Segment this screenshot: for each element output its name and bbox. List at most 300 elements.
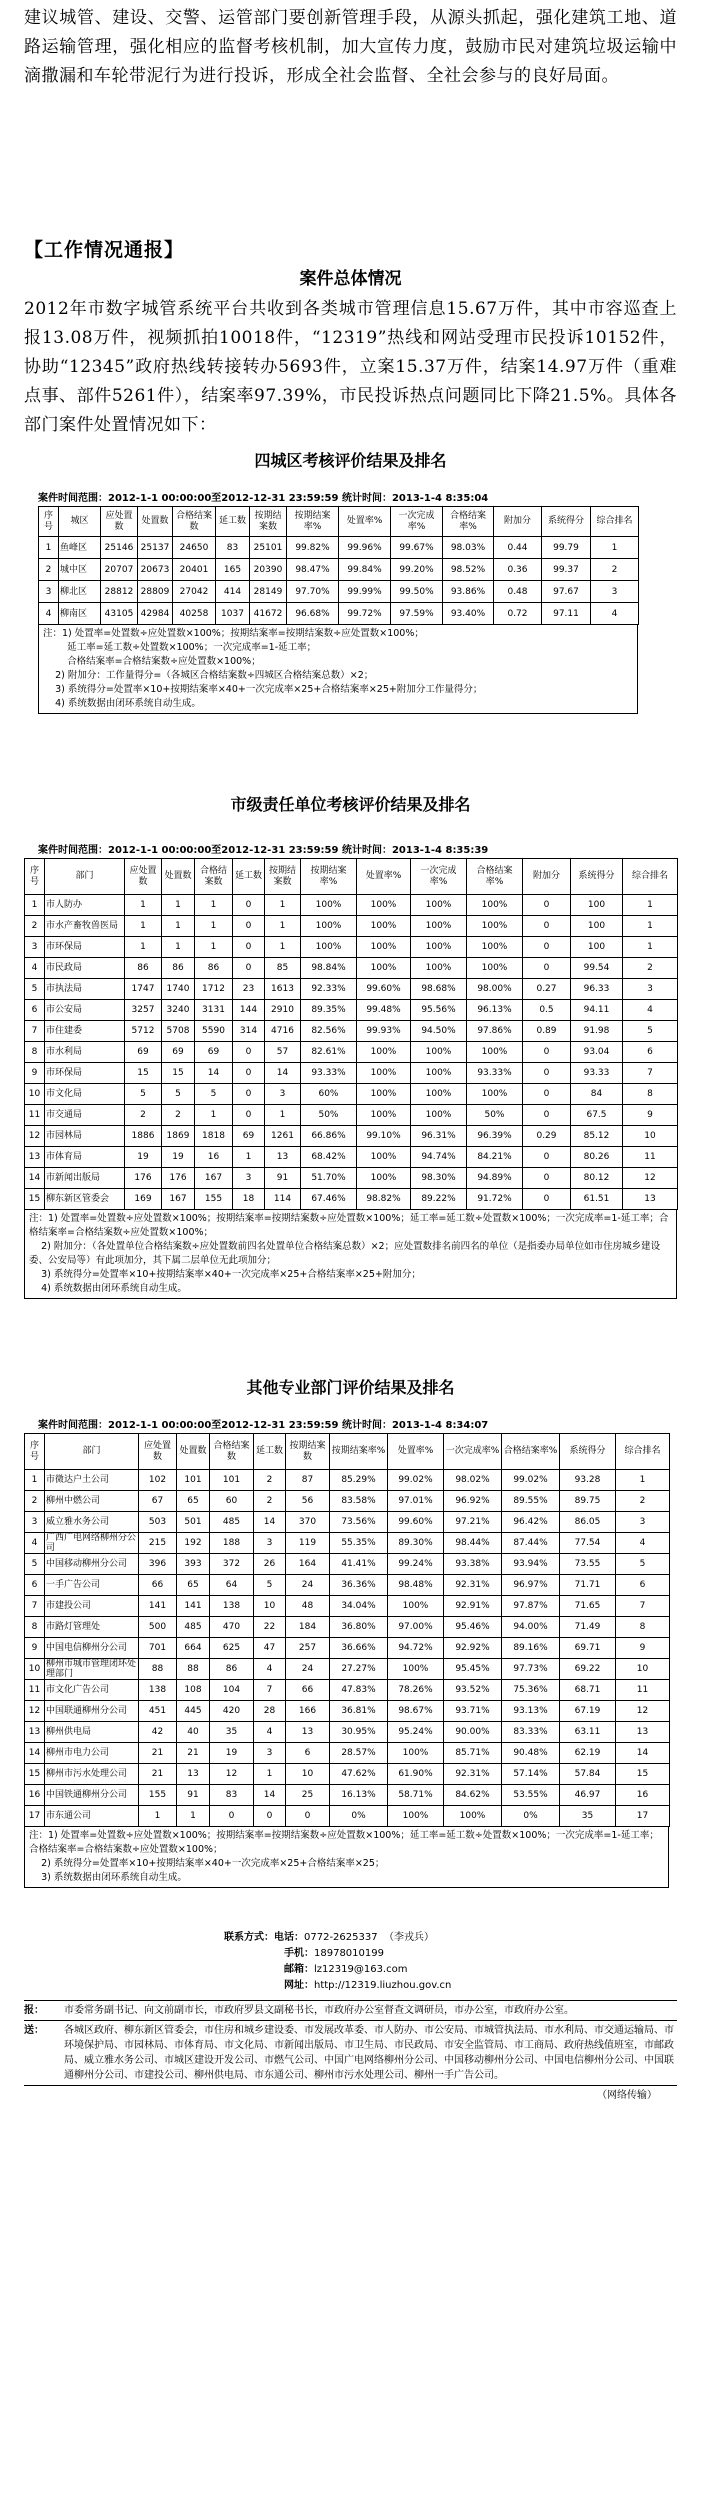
table3-cell: 7 — [25, 1596, 45, 1617]
table2-cell: 50% — [467, 1105, 523, 1126]
table2-cell: 100% — [411, 958, 467, 979]
table1-note-line: 4) 系统数据由闭环系统自动生成。 — [43, 698, 201, 709]
table3-cell: 87 — [286, 1470, 330, 1491]
table2-cell: 0 — [233, 937, 265, 958]
table3-cell: 119 — [286, 1533, 330, 1554]
table2-cell: 0.5 — [523, 1000, 571, 1021]
table3-cell: 501 — [177, 1512, 210, 1533]
table2-cell: 0 — [523, 1042, 571, 1063]
table1-meta: 案件时间范围：2012-1-1 00:00:00至2012-12-31 23:59:59 统计时间：2013-1-4 8:35:04 — [38, 493, 489, 504]
table2-cell: 69 — [162, 1042, 195, 1063]
table3-cell: 98.44% — [444, 1533, 502, 1554]
mobile-label: 手机： — [284, 1948, 314, 1959]
table2-cell: 80.12 — [571, 1168, 623, 1189]
table1-cell: 97.70% — [287, 581, 339, 603]
table2-cell: 1 — [195, 937, 233, 958]
table3-cell: 85.71% — [444, 1743, 502, 1764]
table3-cell: 47 — [254, 1638, 286, 1659]
table2-cell: 94.11 — [571, 1000, 623, 1021]
table2-cell: 100% — [411, 1105, 467, 1126]
table2-cell: 100% — [301, 937, 357, 958]
table1-cell: 28149 — [250, 581, 287, 603]
table2-cell: 98.00% — [467, 979, 523, 1000]
table3-cell: 89.30% — [388, 1533, 444, 1554]
table1-header-cell: 附加分 — [494, 507, 542, 537]
table1-cell: 0.44 — [494, 537, 542, 559]
table1-cell: 1 — [39, 537, 59, 559]
table2-cell: 0 — [233, 916, 265, 937]
table2-cell: 市水产畜牧兽医局 — [45, 916, 125, 937]
table3-cell: 88 — [177, 1659, 210, 1680]
table2-cell: 93.33% — [301, 1063, 357, 1084]
table1-cell: 28812 — [101, 581, 138, 603]
table2-cell: 100% — [467, 1084, 523, 1105]
table3-cell: 141 — [139, 1596, 177, 1617]
table3-cell: 13 — [177, 1764, 210, 1785]
table1-cell: 93.86% — [443, 581, 494, 603]
intro-paragraph: 建议城管、建设、交警、运管部门要创新管理手段，从源头抓起，强化建筑工地、道路运输管理，强化相应的监督考核机制，加大宣传力度，鼓励市民对建筑垃圾运输中滴撒漏和车轮带泥行为进行投诉，形成全社会监督、全社会参与的良好局面。 — [24, 8, 677, 86]
table3-cell: 67.19 — [560, 1701, 616, 1722]
table3-title: 其他专业部门评价结果及排名 — [246, 1378, 455, 1397]
table2-cell: 0 — [233, 1105, 265, 1126]
table1-cell: 28809 — [138, 581, 173, 603]
table3-cell: 22 — [254, 1617, 286, 1638]
table2-cell: 6 — [25, 1000, 45, 1021]
table3-cell: 6 — [286, 1743, 330, 1764]
table3-cell: 41.41% — [330, 1554, 388, 1575]
table2-cell: 12 — [25, 1126, 45, 1147]
table3-cell: 60 — [210, 1491, 254, 1512]
table3-header-cell: 处置率% — [388, 1434, 444, 1470]
table1-cell: 0.72 — [494, 603, 542, 625]
table2-cell: 11 — [623, 1147, 678, 1168]
table2-cell: 100% — [411, 937, 467, 958]
table3-cell: 27.27% — [330, 1659, 388, 1680]
table2-cell: 67.5 — [571, 1105, 623, 1126]
table1-cell: 99.37 — [542, 559, 591, 581]
mobile-number: 18978010199 — [314, 1948, 384, 1959]
table3-row — [25, 1491, 670, 1512]
table1-cell: 98.52% — [443, 559, 494, 581]
table3-cell: 99.60% — [388, 1512, 444, 1533]
table2-cell: 100% — [411, 1063, 467, 1084]
table3-cell: 5 — [616, 1554, 670, 1575]
table3-cell: 40 — [177, 1722, 210, 1743]
table2-cell: 1 — [125, 916, 162, 937]
table2-cell: 100 — [571, 895, 623, 916]
table2-cell: 1 — [162, 916, 195, 937]
table3-cell: 55.35% — [330, 1533, 388, 1554]
table1-cell: 0.48 — [494, 581, 542, 603]
table3-cell: 372 — [210, 1554, 254, 1575]
table2-cell: 0.29 — [523, 1126, 571, 1147]
table3-cell: 96.92% — [444, 1491, 502, 1512]
table1-header-cell: 延工数 — [216, 507, 250, 537]
table2-row — [25, 937, 678, 958]
table3-cell: 11 — [616, 1680, 670, 1701]
table3-cell: 100% — [388, 1596, 444, 1617]
table3-cell: 71.71 — [560, 1575, 616, 1596]
table1-cell: 93.40% — [443, 603, 494, 625]
table2-cell: 100% — [411, 1084, 467, 1105]
table3-row — [25, 1785, 670, 1806]
table2-cell: 7 — [25, 1021, 45, 1042]
table3-cell: 88 — [139, 1659, 177, 1680]
table3-cell: 17 — [25, 1806, 45, 1827]
table3-cell: 3 — [616, 1512, 670, 1533]
table3-header-cell: 一次完成率% — [444, 1434, 502, 1470]
table2-cell: 0 — [233, 895, 265, 916]
table2-cell: 96.13% — [467, 1000, 523, 1021]
table3-cell: 广西广电网络柳州分公司 — [45, 1533, 139, 1554]
table2-cell: 1818 — [195, 1126, 233, 1147]
table3-cell: 83.58% — [330, 1491, 388, 1512]
phone-number: 0772-2625337 — [304, 1932, 378, 1943]
table3-cell: 97.73% — [502, 1659, 560, 1680]
table2-cell: 176 — [125, 1168, 162, 1189]
table3-cell: 95.46% — [444, 1617, 502, 1638]
table3-cell: 0 — [286, 1806, 330, 1827]
table2-cell: 市体育局 — [45, 1147, 125, 1168]
table3-cell: 102 — [139, 1470, 177, 1491]
table2-cell: 100% — [467, 937, 523, 958]
table1-header-cell: 合格结案数 — [173, 507, 216, 537]
table2-cell: 0 — [523, 1084, 571, 1105]
table3-cell: 36.81% — [330, 1701, 388, 1722]
table2-cell: 0 — [523, 1105, 571, 1126]
table3-cell: 94.72% — [388, 1638, 444, 1659]
table1-cell: 20390 — [250, 559, 287, 581]
table1-cell: 27042 — [173, 581, 216, 603]
table3-cell: 13 — [25, 1722, 45, 1743]
table3-cell: 11 — [25, 1680, 45, 1701]
table2-cell: 柳东新区管委会 — [45, 1189, 125, 1210]
table3-cell: 21 — [177, 1743, 210, 1764]
table2-cell: 100% — [357, 1105, 411, 1126]
table1-note-line: 延工率=延工数÷处置数×100%；一次完成率=1-延工率； — [43, 642, 317, 653]
table2-cell: 167 — [162, 1189, 195, 1210]
table2-cell: 18 — [233, 1189, 265, 1210]
table3-cell: 1 — [25, 1470, 45, 1491]
table3-cell: 5 — [25, 1554, 45, 1575]
table3-cell: 14 — [616, 1743, 670, 1764]
web-label: 网址： — [284, 1980, 314, 1991]
table3-cell: 98.67% — [388, 1701, 444, 1722]
table2-cell: 1 — [162, 937, 195, 958]
table3-cell: 14 — [254, 1785, 286, 1806]
table3-cell: 24 — [286, 1575, 330, 1596]
table2-cell: 89.35% — [301, 1000, 357, 1021]
table3-cell: 58.71% — [388, 1785, 444, 1806]
table1-cell: 鱼峰区 — [59, 537, 101, 559]
table3-cell: 10 — [25, 1659, 45, 1680]
table3-cell: 14 — [25, 1743, 45, 1764]
table2-cell: 85 — [265, 958, 301, 979]
table2-cell: 96.31% — [411, 1126, 467, 1147]
table2-cell: 89.22% — [411, 1189, 467, 1210]
table1-cell: 97.67 — [542, 581, 591, 603]
table2-cell: 1 — [25, 895, 45, 916]
table1-cell: 3 — [39, 581, 59, 603]
table3-cell: 42 — [139, 1722, 177, 1743]
table3-cell: 64 — [210, 1575, 254, 1596]
table3-cell: 6 — [616, 1575, 670, 1596]
table2-cell: 100% — [357, 937, 411, 958]
table3-cell: 13 — [616, 1722, 670, 1743]
table2-cell: 10 — [25, 1084, 45, 1105]
table3-row — [25, 1470, 670, 1491]
table1-cell: 4 — [591, 603, 639, 625]
table3-cell: 12 — [25, 1701, 45, 1722]
table3-cell: 57.14% — [502, 1764, 560, 1785]
table1-cell: 97.11 — [542, 603, 591, 625]
table2-cell: 100% — [467, 958, 523, 979]
table2-cell: 5590 — [195, 1021, 233, 1042]
table2-cell: 100% — [357, 1168, 411, 1189]
table1-cell: 25137 — [138, 537, 173, 559]
table3-cell: 8 — [25, 1617, 45, 1638]
section-heading: 【工作情况通报】 — [24, 239, 185, 261]
table2-cell: 100% — [357, 1147, 411, 1168]
table2-cell: 市交通局 — [45, 1105, 125, 1126]
table3-row — [25, 1596, 670, 1617]
table2-note-line: 3) 系统得分=处置率×10+按期结案率×40+一次完成率×25+合格结案率×25+附加分； — [29, 1269, 421, 1280]
table2-cell: 0 — [233, 1042, 265, 1063]
table3-cell: 36.66% — [330, 1638, 388, 1659]
table2-header-cell: 处置率% — [357, 859, 411, 895]
table2-cell: 3257 — [125, 1000, 162, 1021]
table3-cell: 28.57% — [330, 1743, 388, 1764]
table2-cell: 2 — [125, 1105, 162, 1126]
table2-cell: 市民政局 — [45, 958, 125, 979]
table2-cell: 100% — [467, 895, 523, 916]
table3-cell: 市建投公司 — [45, 1596, 139, 1617]
table3-cell: 701 — [139, 1638, 177, 1659]
table3-cell: 0% — [502, 1806, 560, 1827]
table2-header-cell: 综合排名 — [623, 859, 678, 895]
table2-header-cell: 按期结案率% — [301, 859, 357, 895]
table2-cell: 19 — [125, 1147, 162, 1168]
table2-cell: 3 — [265, 1084, 301, 1105]
end-row — [24, 2085, 677, 2103]
table2-header-cell: 延工数 — [233, 859, 265, 895]
table3-cell: 67 — [139, 1491, 177, 1512]
table3-cell: 中国铁通柳州分公司 — [45, 1785, 139, 1806]
table2 — [24, 858, 678, 1210]
table1-block — [24, 448, 677, 714]
table3-cell: 94.00% — [502, 1617, 560, 1638]
table3-cell: 28 — [254, 1701, 286, 1722]
table3-cell: 0 — [210, 1806, 254, 1827]
table2-cell: 1261 — [265, 1126, 301, 1147]
table2-cell: 98.30% — [411, 1168, 467, 1189]
table2-cell: 314 — [233, 1021, 265, 1042]
report-text: 市委常务副书记、向文前副市长，市政府罗县文副秘书长，市政府办公室督查文调研员，市办公室，市政府办公室。 — [64, 2005, 574, 2016]
table3-cell: 90.00% — [444, 1722, 502, 1743]
table3-header-cell: 综合排名 — [616, 1434, 670, 1470]
table2-cell: 100% — [357, 916, 411, 937]
table2-cell: 1886 — [125, 1126, 162, 1147]
table3-cell: 89.16% — [502, 1638, 560, 1659]
table2-cell: 1 — [265, 916, 301, 937]
table2-cell: 5708 — [162, 1021, 195, 1042]
table2-cell: 1 — [125, 937, 162, 958]
table2-cell: 13 — [265, 1147, 301, 1168]
table1-cell: 97.59% — [391, 603, 443, 625]
table2-header-cell: 处置数 — [162, 859, 195, 895]
table2-cell: 23 — [233, 979, 265, 1000]
table2-cell: 99.60% — [357, 979, 411, 1000]
table3-cell: 93.94% — [502, 1554, 560, 1575]
table3-header-cell: 部门 — [45, 1434, 139, 1470]
table3-header-cell: 按期结案率% — [330, 1434, 388, 1470]
table1-cell: 99.82% — [287, 537, 339, 559]
table3-cell: 69.22 — [560, 1659, 616, 1680]
table2-cell: 100% — [357, 1042, 411, 1063]
table3-cell: 138 — [210, 1596, 254, 1617]
table2-cell: 176 — [162, 1168, 195, 1189]
table2-cell: 0 — [523, 958, 571, 979]
table3-cell: 0 — [254, 1806, 286, 1827]
table2-cell: 2 — [25, 916, 45, 937]
table3-row — [25, 1806, 670, 1827]
table3-cell: 10 — [254, 1596, 286, 1617]
table3-cell: 257 — [286, 1638, 330, 1659]
table3-cell: 86.05 — [560, 1512, 616, 1533]
table3-cell: 25 — [286, 1785, 330, 1806]
table3-row — [25, 1638, 670, 1659]
table2-note-line: 2) 附加分：（各处置单位合格结案数÷应处置数前四名处置单位合格结案总数）×2；应处置数排名前四名的单位（是指委办局单位如市住房城乡建设委、公安局等）有此项加分，其下属二层单位无此项加分； — [29, 1241, 661, 1266]
table1-cell: 96.68% — [287, 603, 339, 625]
send-label: 送： — [24, 2025, 44, 2036]
table3-cell: 市微达户土公司 — [45, 1470, 139, 1491]
table3-cell: 188 — [210, 1533, 254, 1554]
table3-cell: 86 — [210, 1659, 254, 1680]
table2-cell: 1 — [195, 1105, 233, 1126]
table1-note-line: 注：1) 处置率=处置数÷应处置数×100%；按期结案率=按期结案数÷应处置数×100%； — [43, 628, 424, 639]
table3-note-line: 注：1) 处置率=处置数÷应处置数×100%；按期结案率=按期结案数÷应处置数×100%；延工率=延工数÷处置数×100%；一次完成率=1-延工率；合格结案率=合格结案数÷应处置数×100%； — [29, 1830, 659, 1855]
table2-cell: 94.50% — [411, 1021, 467, 1042]
table3-cell: 16 — [25, 1785, 45, 1806]
table2-header-cell: 一次完成率% — [411, 859, 467, 895]
table2-cell: 1869 — [162, 1126, 195, 1147]
table3-notes — [24, 1827, 669, 1888]
table3-cell: 53.55% — [502, 1785, 560, 1806]
table3-cell: 61.90% — [388, 1764, 444, 1785]
table3-cell: 97.00% — [388, 1617, 444, 1638]
table3-cell: 柳州市污水处理公司 — [45, 1764, 139, 1785]
table2-cell: 1 — [233, 1147, 265, 1168]
table3-cell: 7 — [616, 1596, 670, 1617]
table3-cell: 451 — [139, 1701, 177, 1722]
table3-cell: 62.19 — [560, 1743, 616, 1764]
table3-cell: 166 — [286, 1701, 330, 1722]
send-to-row — [24, 2020, 677, 2083]
table2-cell: 0 — [233, 1084, 265, 1105]
table2-cell: 97.86% — [467, 1021, 523, 1042]
table1-cell: 1037 — [216, 603, 250, 625]
table2-cell: 51.70% — [301, 1168, 357, 1189]
table1-cell: 柳北区 — [59, 581, 101, 603]
table2-cell: 99.48% — [357, 1000, 411, 1021]
table2-cell: 14 — [195, 1063, 233, 1084]
table3-cell: 138 — [139, 1680, 177, 1701]
table3-cell: 625 — [210, 1638, 254, 1659]
table2-cell: 0 — [523, 937, 571, 958]
table2-row — [25, 1189, 678, 1210]
table3-cell: 7 — [254, 1680, 286, 1701]
table3-cell: 192 — [177, 1533, 210, 1554]
table2-cell: 7 — [623, 1063, 678, 1084]
table1-cell: 99.67% — [391, 537, 443, 559]
table3-cell: 21 — [139, 1764, 177, 1785]
table2-cell: 8 — [623, 1084, 678, 1105]
table3-cell: 73.55 — [560, 1554, 616, 1575]
table1-cell: 42984 — [138, 603, 173, 625]
table2-cell: 96.33 — [571, 979, 623, 1000]
table2-cell: 144 — [233, 1000, 265, 1021]
table2-title: 市级责任单位考核评价结果及排名 — [230, 795, 471, 814]
table1-cell: 40258 — [173, 603, 216, 625]
table2-cell: 3 — [25, 937, 45, 958]
table2-cell: 169 — [125, 1189, 162, 1210]
table3-cell: 91 — [177, 1785, 210, 1806]
table3-cell: 一手广告公司 — [45, 1575, 139, 1596]
table3-cell: 16.13% — [330, 1785, 388, 1806]
table1-row — [39, 559, 639, 581]
table1-header-cell: 处置数 — [138, 507, 173, 537]
table2-cell: 2 — [623, 958, 678, 979]
table2-header-cell: 按期结案数 — [265, 859, 301, 895]
table2-cell: 3240 — [162, 1000, 195, 1021]
summary-title: 案件总体情况 — [299, 269, 402, 289]
table2-cell: 12 — [623, 1168, 678, 1189]
table3-cell: 3 — [254, 1533, 286, 1554]
contact-label: 联系方式： — [224, 1932, 274, 1943]
table3-cell: 96.42% — [502, 1512, 560, 1533]
table2-cell: 4716 — [265, 1021, 301, 1042]
table1-note-line: 2) 附加分：工作量得分=（各城区合格结案数÷四城区合格结案总数）×2； — [43, 670, 374, 681]
contact-block — [24, 1930, 677, 1994]
table3-row — [25, 1722, 670, 1743]
table3-cell: 16 — [616, 1785, 670, 1806]
table2-cell: 0 — [523, 1063, 571, 1084]
table2-cell: 95.56% — [411, 1000, 467, 1021]
table3-row — [25, 1743, 670, 1764]
table2-header-cell: 应处置数 — [125, 859, 162, 895]
table3-cell: 30.95% — [330, 1722, 388, 1743]
table2-cell: 80.26 — [571, 1147, 623, 1168]
table3-cell: 98.48% — [388, 1575, 444, 1596]
web-address: http://12319.liuzhou.gov.cn — [314, 1980, 452, 1991]
table3-cell: 柳州市电力公司 — [45, 1743, 139, 1764]
table2-cell: 82.61% — [301, 1042, 357, 1063]
table2-cell: 0 — [523, 895, 571, 916]
table1-cell: 24650 — [173, 537, 216, 559]
table2-cell: 100% — [357, 958, 411, 979]
table3-cell: 89.75 — [560, 1491, 616, 1512]
table2-cell: 市执法局 — [45, 979, 125, 1000]
table3-cell: 1 — [177, 1806, 210, 1827]
table3-cell: 3 — [25, 1512, 45, 1533]
table2-cell: 19 — [162, 1147, 195, 1168]
table1-header-cell: 合格结案率% — [443, 507, 494, 537]
table2-row — [25, 979, 678, 1000]
table2-cell: 98.84% — [301, 958, 357, 979]
table3-cell: 1 — [139, 1806, 177, 1827]
table1-cell: 1 — [591, 537, 639, 559]
table2-cell: 15 — [125, 1063, 162, 1084]
